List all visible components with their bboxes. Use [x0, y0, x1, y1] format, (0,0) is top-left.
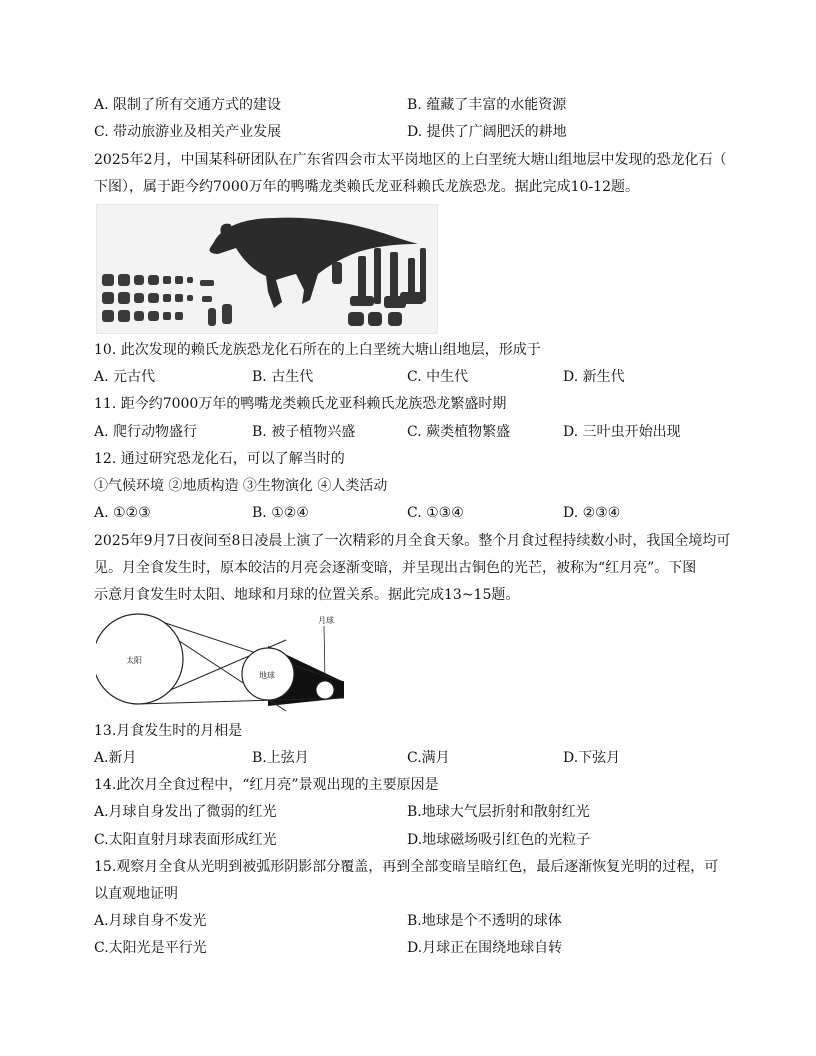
q12-option-c: C. ①③④: [407, 505, 464, 521]
q10-option-a: A. 元古代: [94, 369, 156, 385]
passage1-line1: 2025年2月，中国某科研团队在广东省四会市太平岗地区的上白垩统大塘山组地层中发现的恐龙化石（: [94, 152, 727, 168]
eclipse-diagram: [96, 612, 350, 712]
q15-option-a: A.月球自身不发光: [94, 913, 207, 929]
q9-option-b: B. 蕴藏了丰富的水能资源: [407, 97, 567, 113]
q15-option-c: C.太阳光是平行光: [94, 940, 207, 956]
q9-option-c: C. 带动旅游业及相关产业发展: [94, 124, 282, 140]
q11-option-b: B. 被子植物兴盛: [252, 424, 356, 440]
q15-stem-line1: 15.观察月全食从光明到被弧形阴影部分覆盖，再到全部变暗呈暗红色，最后逐渐恢复光明的过程，可: [94, 859, 719, 875]
q14-option-b: B.地球大气层折射和散射红光: [407, 804, 590, 820]
q10-option-b: B. 古生代: [252, 369, 314, 385]
q14-option-d: D.地球磁场吸引红色的光粒子: [407, 832, 591, 848]
q13-stem: 13.月食发生时的月相是: [94, 723, 243, 739]
q15-stem-line2: 以直观地证明: [94, 886, 178, 902]
q13-option-b: B.上弦月: [252, 750, 309, 766]
passage2-line2: 见。月全食发生时，原本皎洁的月亮会逐渐变暗，并呈现出古铜色的光芒，被称为“红月亮”。下图: [94, 560, 697, 576]
q10-stem: 10. 此次发现的赖氏龙族恐龙化石所在的上白垩统大塘山组地层，形成于: [94, 342, 541, 358]
q9-option-d: D. 提供了广阔肥沃的耕地: [407, 124, 567, 140]
earth-label: 地球: [259, 671, 275, 680]
moon-label: 月球: [318, 616, 334, 625]
moon-circle: [316, 681, 334, 699]
q13-option-a: A.新月: [94, 750, 137, 766]
q13-option-d: D.下弦月: [563, 750, 621, 766]
passage2-line1: 2025年9月7日夜间至8日凌晨上演了一次精彩的月全食天象。整个月食过程持续数小时，我国全境均可: [94, 533, 731, 549]
q11-stem: 11. 距今约7000万年的鸭嘴龙类赖氏龙亚科赖氏龙族恐龙繁盛时期: [94, 396, 507, 412]
q15-option-b: B.地球是个不透明的球体: [407, 913, 562, 929]
passage2-line3: 示意月食发生时太阳、地球和月球的位置关系。据此完成13~15题。: [94, 587, 520, 603]
q12-stem: 12. 通过研究恐龙化石，可以了解当时的: [94, 451, 345, 467]
q11-option-d: D. 三叶虫开始出现: [563, 424, 681, 440]
q13-option-c: C.满月: [407, 750, 450, 766]
q10-option-d: D. 新生代: [563, 369, 625, 385]
q12-option-d: D. ②③④: [563, 505, 621, 521]
q15-option-d: D.月球正在围绕地球自转: [407, 940, 563, 956]
q14-option-a: A.月球自身发出了微弱的红光: [94, 804, 277, 820]
sun-label: 太阳: [126, 656, 142, 665]
q11-option-c: C. 蕨类植物繁盛: [407, 424, 511, 440]
q9-option-a: A. 限制了所有交通方式的建设: [94, 97, 282, 113]
q11-option-a: A. 爬行动物盛行: [94, 424, 198, 440]
dinosaur-fossil-figure: [96, 204, 438, 334]
q12-items: ①气候环境 ②地质构造 ③生物演化 ④人类活动: [94, 478, 388, 494]
q14-option-c: C.太阳直射月球表面形成红光: [94, 832, 277, 848]
q10-option-c: C. 中生代: [407, 369, 469, 385]
q12-option-b: B. ①②④: [252, 505, 309, 521]
q14-stem: 14.此次月全食过程中，“红月亮”景观出现的主要原因是: [94, 777, 439, 793]
passage1-line2: 下图），属于距今约7000万年的鸭嘴龙类赖氏龙亚科赖氏龙族恐龙。据此完成10-12题。: [94, 179, 639, 195]
q12-option-a: A. ①②③: [94, 505, 151, 521]
